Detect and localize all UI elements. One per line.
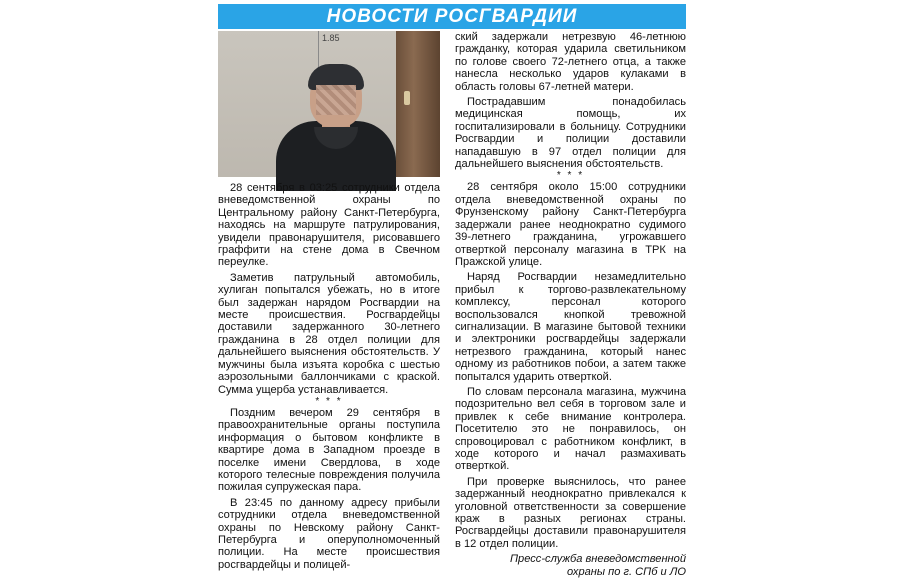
suspect-photo [218, 31, 440, 177]
article-paragraph: Пострадавшим понадобилась медицинская помощь, их госпитализировали в больницу. Сотрудники Росгвардии и полиции доставили нападавшую в 97 отдел полиции для дальнейшего выяснения обстоятельств. [455, 96, 686, 171]
article-paragraph: По словам персонала магазина, мужчина подозрительно вел себя в торговом зале и привлек к себе внимание контролера. Посетителю это не понравилось, он спровоцировал с работником конфликт, в ходе которого и начал размахивать отверткой. [455, 385, 686, 473]
signature-line-2: охраны по г. СПб и ЛО [566, 565, 686, 578]
right-column [455, 31, 686, 578]
article-paragraph: 28 сентября в 03:25 сотрудники отдела вневедомственной охраны по Центральному району Санкт-Петербурга, находясь на маршруте патрулирования, увидели правонарушителя, рисовавшего граффити на стене дома в Свечном переулке. [218, 182, 440, 269]
article-paragraph: 28 сентября около 15:00 сотрудники отдела вневедомственной охраны по Фрунзенскому району Санкт-Петербурга задержали ранее неоднократно судимого 39-летнего гражданина, угрожавшего отверткой персоналу магазина в ТРК на Пражской улице. [455, 181, 686, 268]
door-handle [404, 91, 410, 105]
article-paragraph: При проверке выяснилось, что ранее задержанный неоднократно привлекался к уголовной ответственности за совершение краж в разных регионах страны. Росгвардейцы доставили правонарушителя в 12 отдел полиции. [455, 475, 686, 550]
section-separator: * * * [315, 395, 343, 407]
section-banner [218, 4, 686, 29]
left-column [218, 182, 440, 571]
article-paragraph: Поздним вечером 29 сентября в правоохранительные органы поступила информация о бытовом конфликте в квартире дома в Западном проезде в поселке имени Свердлова, в ходе которого телесные повреждения получила пожилая супружеская пара. [218, 406, 440, 494]
article-paragraph: ский задержали нетрезвую 46-летнюю гражданку, которая ударила светильником по голове своего 72-летнего отца, а также нанесла несколько ударов кулаками в область головы 67-летней матери. [455, 31, 686, 93]
section-title: НОВОСТИ РОСГВАРДИИ [326, 5, 578, 27]
signature-line-1: Пресс-служба вневедомственной [509, 553, 686, 566]
section-separator: * * * [556, 170, 585, 182]
article-paragraph: В 23:45 по данному адресу прибыли сотрудники отдела вневедомственной охраны по Невскому району Санкт-Петербурга и оперуполномоченный полиции. На месте происшествия росгвардейцы и полицей- [218, 496, 440, 571]
article-paragraph: Наряд Росгвардии незамедлительно прибыл к торгово-развлекательному комплексу, персонал которого воспользовался кнопкой тревожной сигнализации. В магазине бытовой техники и электроники росгвардейцы задержали нетрезвого гражданина, который нанес одному из работников побои, а затем также попытался ударить отверткой. [455, 271, 686, 383]
height-measure-label: 1.85 [322, 33, 340, 43]
article-paragraph: Заметив патрульный автомобиль, хулиган попытался убежать, но в итоге был задержан нарядом Росгвардии на месте происшествия. Росгвардейцы доставили задержанного 30-летнего гражданина в 28 отдел полиции для дальнейшего выяснения обстоятельств. У мужчины была изъята коробка с шестью аэрозольными баллончиками с краской. Сумма ущерба устанавливается. [218, 271, 440, 396]
press-service-signature [455, 553, 686, 578]
photo-door [396, 31, 440, 177]
face-blur [316, 85, 356, 115]
